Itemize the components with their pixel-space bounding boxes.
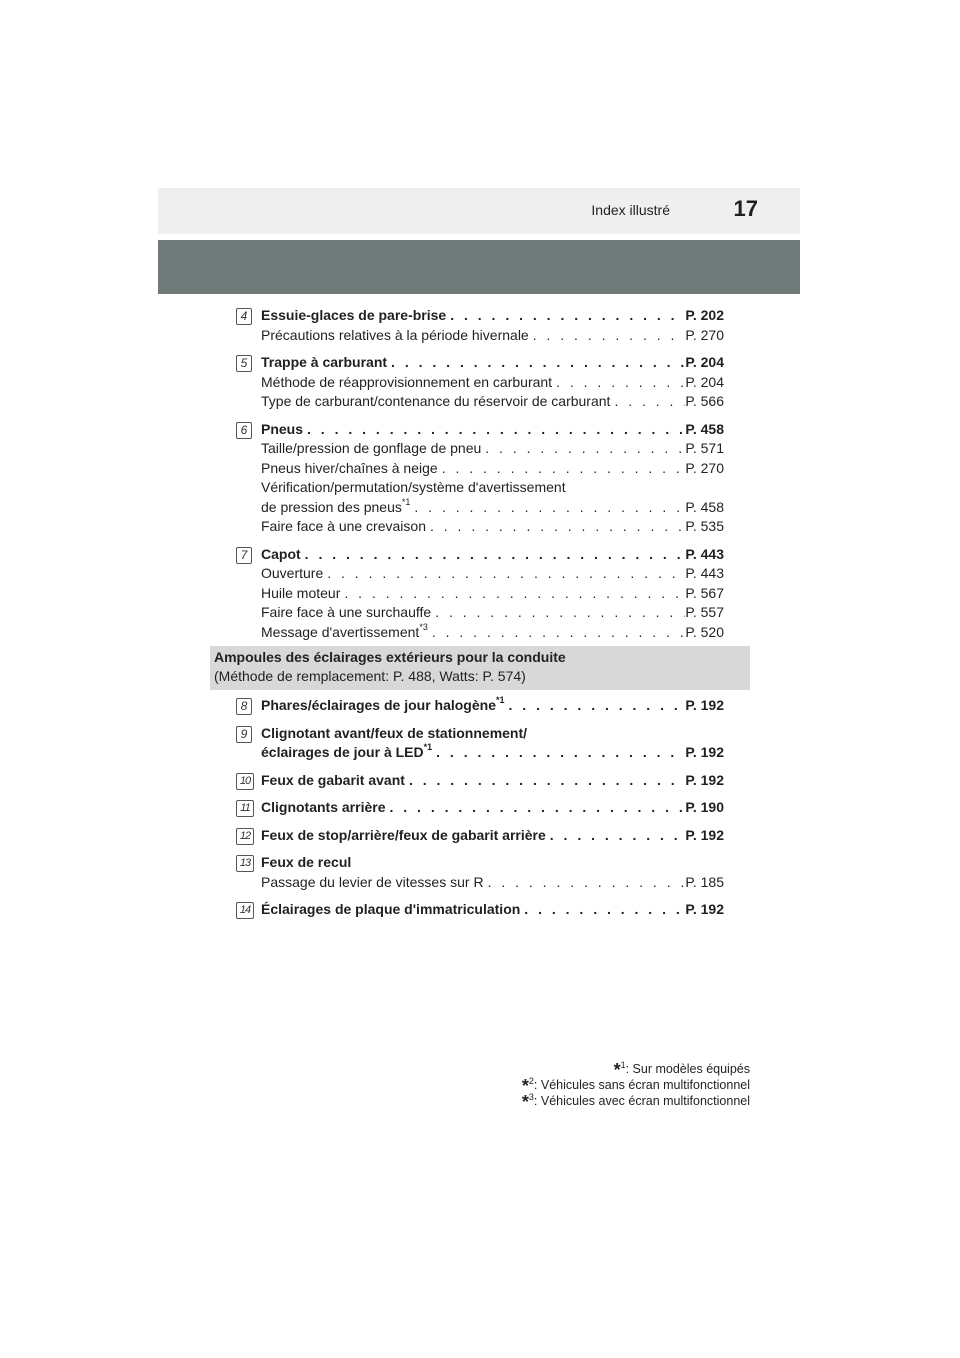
entry-label-text: Phares/éclairages de jour halogène (261, 697, 496, 713)
entry-label (261, 326, 529, 346)
section-heading-box (210, 646, 750, 690)
entry-label (261, 798, 385, 818)
entry-label-text: Feux de stop/arrière/feux de gabarit arrière (261, 826, 546, 843)
page-reference: P. 204 (685, 373, 724, 390)
section-title: Index illustré (591, 202, 670, 218)
entry-label-text: Méthode de réapprovisionnement en carburant (261, 373, 553, 390)
entry-label (261, 306, 446, 326)
entry-label (261, 459, 438, 479)
dot-leader (410, 498, 685, 518)
entry-label-text: Message d'avertissement (261, 623, 420, 640)
dot-leader (505, 696, 686, 716)
entry-label (261, 853, 351, 873)
dot-leader (610, 392, 685, 412)
dot-leader (323, 564, 685, 584)
entry-sub-row[interactable] (261, 478, 724, 498)
dot-leader (446, 306, 685, 326)
entry-title-row[interactable] (261, 771, 724, 791)
footnote-number: 3 (528, 1092, 534, 1102)
index-entry (236, 420, 724, 537)
entry-sub-row[interactable] (261, 623, 724, 643)
entry-label-text: Faire face à une surchauffe (261, 604, 432, 620)
page-reference: P. 192 (685, 697, 724, 713)
entry-label (261, 900, 520, 920)
index-entry (236, 545, 724, 643)
callout-number-badge: 10 (236, 773, 254, 790)
footnote-star: * (613, 1060, 621, 1080)
entry-label-text: Faire face à une crevaison (261, 518, 426, 534)
entry-rows (261, 420, 724, 537)
entry-label-text: Type de carburant/contenance du réservoir de carburant (261, 393, 611, 409)
entry-sub-row[interactable] (261, 517, 724, 537)
entry-title-row[interactable] (261, 743, 724, 763)
entry-title-row[interactable] (261, 826, 724, 846)
entry-rows (261, 696, 724, 716)
section-heading-title: Ampoules des éclairages extérieurs pour la conduite (214, 649, 566, 665)
page-reference: P. 185 (685, 873, 724, 890)
entry-rows (261, 545, 724, 643)
page-reference: P. 443 (685, 565, 724, 581)
dot-leader (428, 623, 686, 643)
entry-sub-row[interactable] (261, 498, 724, 518)
dot-leader (438, 459, 686, 479)
entry-label (261, 696, 505, 716)
entry-rows (261, 798, 724, 818)
page-header (158, 188, 800, 234)
index-entries-group-1 (236, 306, 724, 650)
entry-rows (261, 724, 724, 763)
index-entry (236, 826, 724, 846)
page-reference: P. 557 (685, 604, 724, 620)
entry-sub-row[interactable] (261, 439, 724, 459)
entry-title-row[interactable] (261, 900, 724, 920)
section-heading-subtitle: (Méthode de remplacement: P. 488, Watts: P. 574) (214, 668, 526, 684)
entry-rows (261, 900, 724, 920)
entry-label (261, 873, 484, 893)
entry-label-text: Clignotants arrière (261, 799, 386, 815)
header-band (158, 240, 800, 294)
dot-leader (385, 798, 685, 818)
entry-label-text: Vérification/permutation/système d'avertissement (261, 479, 566, 495)
dot-leader (529, 326, 686, 346)
page-reference: P. 566 (685, 393, 724, 409)
index-entry (236, 696, 724, 716)
page-reference: P. 571 (685, 440, 724, 456)
footnote-line (522, 1094, 750, 1110)
callout-number-badge: 5 (236, 355, 252, 372)
page-reference: P. 458 (685, 420, 724, 437)
entry-title-row[interactable] (261, 696, 724, 716)
entry-label (261, 420, 303, 440)
footnote-star: * (521, 1092, 529, 1112)
footnote-line (522, 1062, 750, 1078)
page-reference: P. 458 (685, 498, 724, 515)
entry-label-text: Trappe à carburant (261, 354, 388, 370)
entry-label (261, 353, 387, 373)
callout-number-badge: 11 (236, 800, 254, 817)
callout-number-badge: 4 (236, 308, 252, 325)
dot-leader (546, 826, 686, 846)
callout-number-badge: 7 (236, 547, 252, 564)
dot-leader (431, 603, 685, 623)
entry-label-text: Feux de gabarit avant (261, 771, 405, 788)
entry-sub-row[interactable] (261, 603, 724, 623)
entry-rows (261, 353, 724, 412)
page-reference: P. 567 (685, 584, 724, 601)
entry-rows (261, 306, 724, 345)
dot-leader (520, 900, 685, 920)
entry-title-row[interactable] (261, 853, 724, 873)
footnote-marker: *1 (423, 742, 433, 752)
entry-label-text: Clignotant avant/feux de stationnement/ (261, 724, 528, 741)
entry-label (261, 478, 566, 498)
footnote-number: 2 (528, 1076, 534, 1086)
entry-label (261, 584, 340, 604)
page-reference: P. 192 (685, 901, 724, 917)
entry-sub-row[interactable] (261, 564, 724, 584)
callout-number-badge: 13 (236, 855, 254, 872)
entry-label (261, 517, 426, 537)
index-entries-group-2 (236, 696, 724, 928)
dot-leader (484, 873, 686, 893)
entry-sub-row[interactable] (261, 326, 724, 346)
dot-leader (405, 771, 685, 791)
entry-label (261, 743, 432, 763)
entry-label-text: éclairages de jour à LED (261, 744, 424, 760)
entry-label-text: Ouverture (261, 565, 324, 581)
footnote-text: : Véhicules sans écran multifonctionnel (533, 1078, 750, 1092)
page-number: 17 (733, 196, 758, 221)
callout-number-badge: 9 (236, 726, 252, 743)
footnote-marker: *1 (496, 695, 505, 705)
index-entry (236, 798, 724, 818)
entry-sub-row[interactable] (261, 392, 724, 412)
callout-number-badge: 14 (236, 902, 254, 919)
dot-leader (301, 545, 686, 565)
footnote-number: 1 (620, 1060, 626, 1070)
entry-label-text: Pneus hiver/chaînes à neige (261, 459, 438, 476)
page-reference: P. 270 (685, 326, 724, 343)
entry-title-row[interactable] (261, 545, 724, 565)
footnote-marker: *3 (419, 621, 428, 632)
page-reference: P. 520 (685, 623, 724, 640)
footnote-marker: *1 (401, 496, 411, 507)
entry-label-text: Essuie-glaces de pare-brise (261, 307, 447, 323)
entry-label-text: Feux de recul (261, 854, 352, 870)
page-reference: P. 192 (685, 744, 724, 760)
index-entry (236, 771, 724, 791)
index-entry (236, 353, 724, 412)
entry-label (261, 373, 552, 393)
entry-label-text: Pneus (261, 420, 304, 437)
dot-leader (552, 373, 685, 393)
entry-label (261, 564, 323, 584)
entry-label-text: Capot (261, 545, 301, 562)
index-entry (236, 724, 724, 763)
callout-number-badge: 8 (236, 698, 252, 715)
page-reference: P. 270 (685, 459, 724, 476)
page-reference: P. 204 (685, 354, 724, 370)
entry-rows (261, 826, 724, 846)
page-reference: P. 443 (685, 545, 724, 562)
entry-rows (261, 853, 724, 892)
entry-label (261, 826, 546, 846)
entry-label-text: Taille/pression de gonflage de pneu (261, 440, 482, 456)
dot-leader (426, 517, 685, 537)
entry-title-row[interactable] (261, 306, 724, 326)
page-reference: P. 535 (685, 518, 724, 534)
dot-leader (432, 743, 685, 763)
entry-sub-row[interactable] (261, 373, 724, 393)
page-reference: P. 202 (685, 307, 724, 323)
entry-sub-row[interactable] (261, 873, 724, 893)
index-entry (236, 853, 724, 892)
index-entry (236, 306, 724, 345)
entry-label (261, 392, 610, 412)
dot-leader (481, 439, 685, 459)
footnote-text: : Véhicules avec écran multifonctionnel (533, 1094, 750, 1108)
entry-label (261, 545, 301, 565)
entry-sub-row[interactable] (261, 459, 724, 479)
entry-label (261, 724, 527, 744)
dot-leader (303, 420, 685, 440)
entry-label (261, 623, 428, 643)
page-reference: P. 192 (685, 771, 724, 788)
entry-title-row[interactable] (261, 353, 724, 373)
callout-number-badge: 12 (236, 828, 254, 845)
entry-label (261, 603, 431, 623)
page-reference: P. 190 (685, 799, 724, 815)
footnote-line (522, 1078, 750, 1094)
page-reference: P. 192 (685, 826, 724, 843)
entry-title-row[interactable] (261, 724, 724, 744)
footnote-star: * (521, 1076, 529, 1096)
footnotes (522, 1062, 750, 1110)
entry-label (261, 771, 405, 791)
entry-rows (261, 771, 724, 791)
entry-label-text: de pression des pneus (261, 498, 402, 515)
entry-title-row[interactable] (261, 798, 724, 818)
entry-label-text: Précautions relatives à la période hivernale (261, 326, 529, 343)
entry-label-text: Passage du levier de vitesses sur R (261, 873, 484, 890)
dot-leader (340, 584, 685, 604)
entry-label-text: Huile moteur (261, 584, 341, 601)
entry-label (261, 498, 410, 518)
index-entry (236, 900, 724, 920)
entry-label-text: Éclairages de plaque d'immatriculation (261, 901, 521, 917)
entry-label (261, 439, 481, 459)
callout-number-badge: 6 (236, 422, 252, 439)
entry-title-row[interactable] (261, 420, 724, 440)
footnote-text: : Sur modèles équipés (625, 1062, 750, 1076)
dot-leader (387, 353, 685, 373)
entry-sub-row[interactable] (261, 584, 724, 604)
